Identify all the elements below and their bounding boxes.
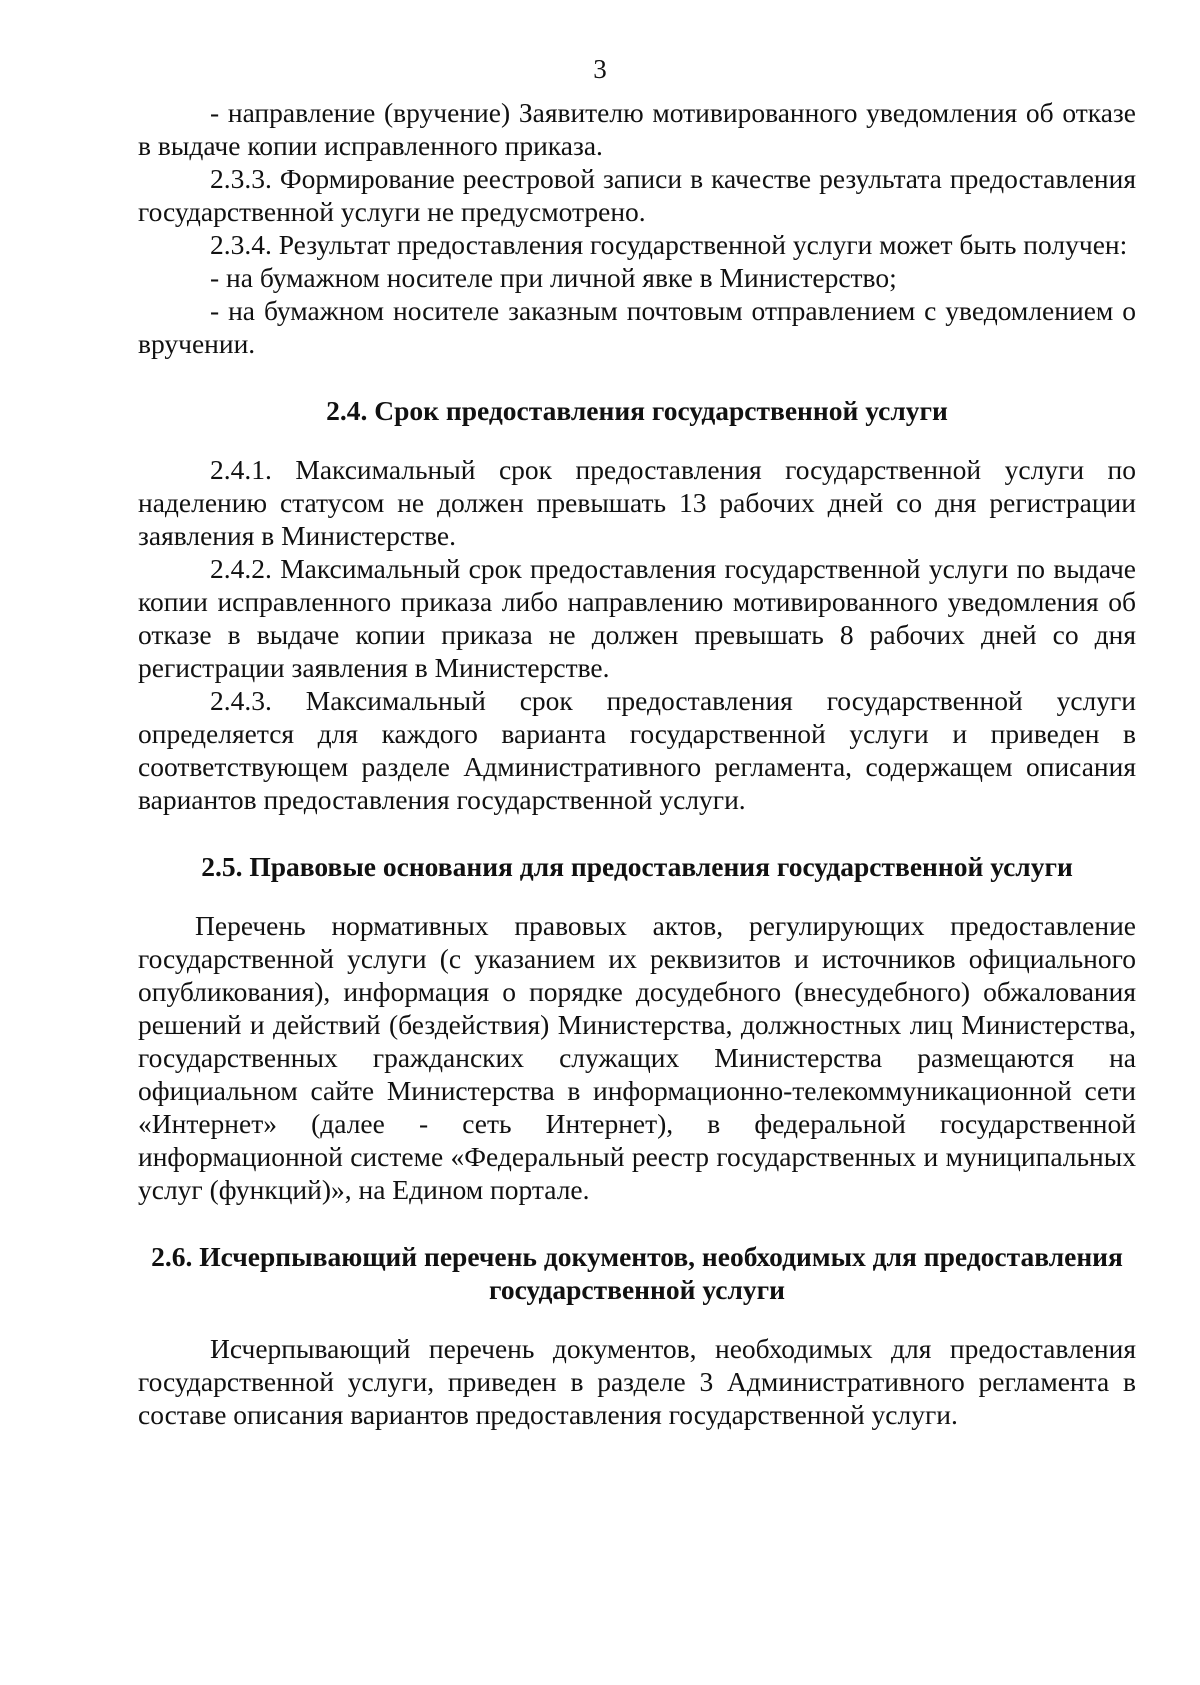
page-number: 3: [593, 54, 607, 84]
heading-2-4: 2.4. Срок предоставления государственной услуги: [326, 395, 948, 426]
spacer: [138, 360, 1136, 394]
paragraph-documents-list: Исчерпывающий перечень документов, необходимых для предоставления государственной услуги, приведен в разделе 3 Административного регламента в составе описания вариантов предоставления государственной услуги.: [138, 1333, 1136, 1430]
paragraph-paper-in-person: - на бумажном носителе при личной явке в Министерство;: [210, 262, 897, 293]
spacer: [138, 1206, 1136, 1240]
heading-2-5: 2.5. Правовые основания для предоставления государственной услуги: [201, 851, 1073, 882]
paragraph-2-4-2: 2.4.2. Максимальный срок предоставления государственной услуги по выдаче копии исправленного приказа либо направлению мотивированного уведомления об отказе в выдаче копии приказа не должен превышать 8 рабочих дней со дня регистрации заявления в Министерстве.: [138, 553, 1136, 683]
paragraph-2-4-3: 2.4.3. Максимальный срок предоставления государственной услуги определяется для каждого варианта государственной услуги и приведен в соответствующем разделе Административного регламента, содержащем описания вариантов предоставления государственной услуги.: [138, 685, 1136, 815]
document-body: [138, 96, 1136, 1431]
paragraph-2-4-1: 2.4.1. Максимальный срок предоставления государственной услуги по наделению статусом не должен превышать 13 рабочих дней со дня регистрации заявления в Министерстве.: [138, 454, 1136, 551]
paragraph-legal-acts: Перечень нормативных правовых актов, регулирующих предоставление государственной услуги (с указанием их реквизитов и источников официального опубликования), информация о порядке досудебного (внесудебного) обжалования решений и действий (бездействия) Министерства, должностных лиц Министерства, государственных гражданских служащих Министерства размещаются на официальном сайте Министерства в информационно-телекоммуникационной сети «Интернет» (далее - сеть Интернет), в федеральной государственной информационной системе «Федеральный реестр государственных и муниципальных услуг (функций)», на Едином портале.: [138, 910, 1136, 1205]
spacer: [138, 1306, 1136, 1332]
paragraph-2-3-4: 2.3.4. Результат предоставления государственной услуги может быть получен:: [210, 229, 1128, 260]
paragraph-paper-by-mail: - на бумажном носителе заказным почтовым отправлением с уведомлением о вручении.: [138, 295, 1136, 359]
spacer: [138, 427, 1136, 453]
spacer: [138, 883, 1136, 909]
heading-2-6: 2.6. Исчерпывающий перечень документов, необходимых для предоставления государственной услуги: [151, 1241, 1123, 1305]
spacer: [138, 816, 1136, 850]
paragraph-refusal-notice: - направление (вручение) Заявителю мотивированного уведомления об отказе в выдаче копии исправленного приказа.: [138, 97, 1136, 161]
paragraph-2-3-3: 2.3.3. Формирование реестровой записи в качестве результата предоставления государственной услуги не предусмотрено.: [138, 163, 1136, 227]
